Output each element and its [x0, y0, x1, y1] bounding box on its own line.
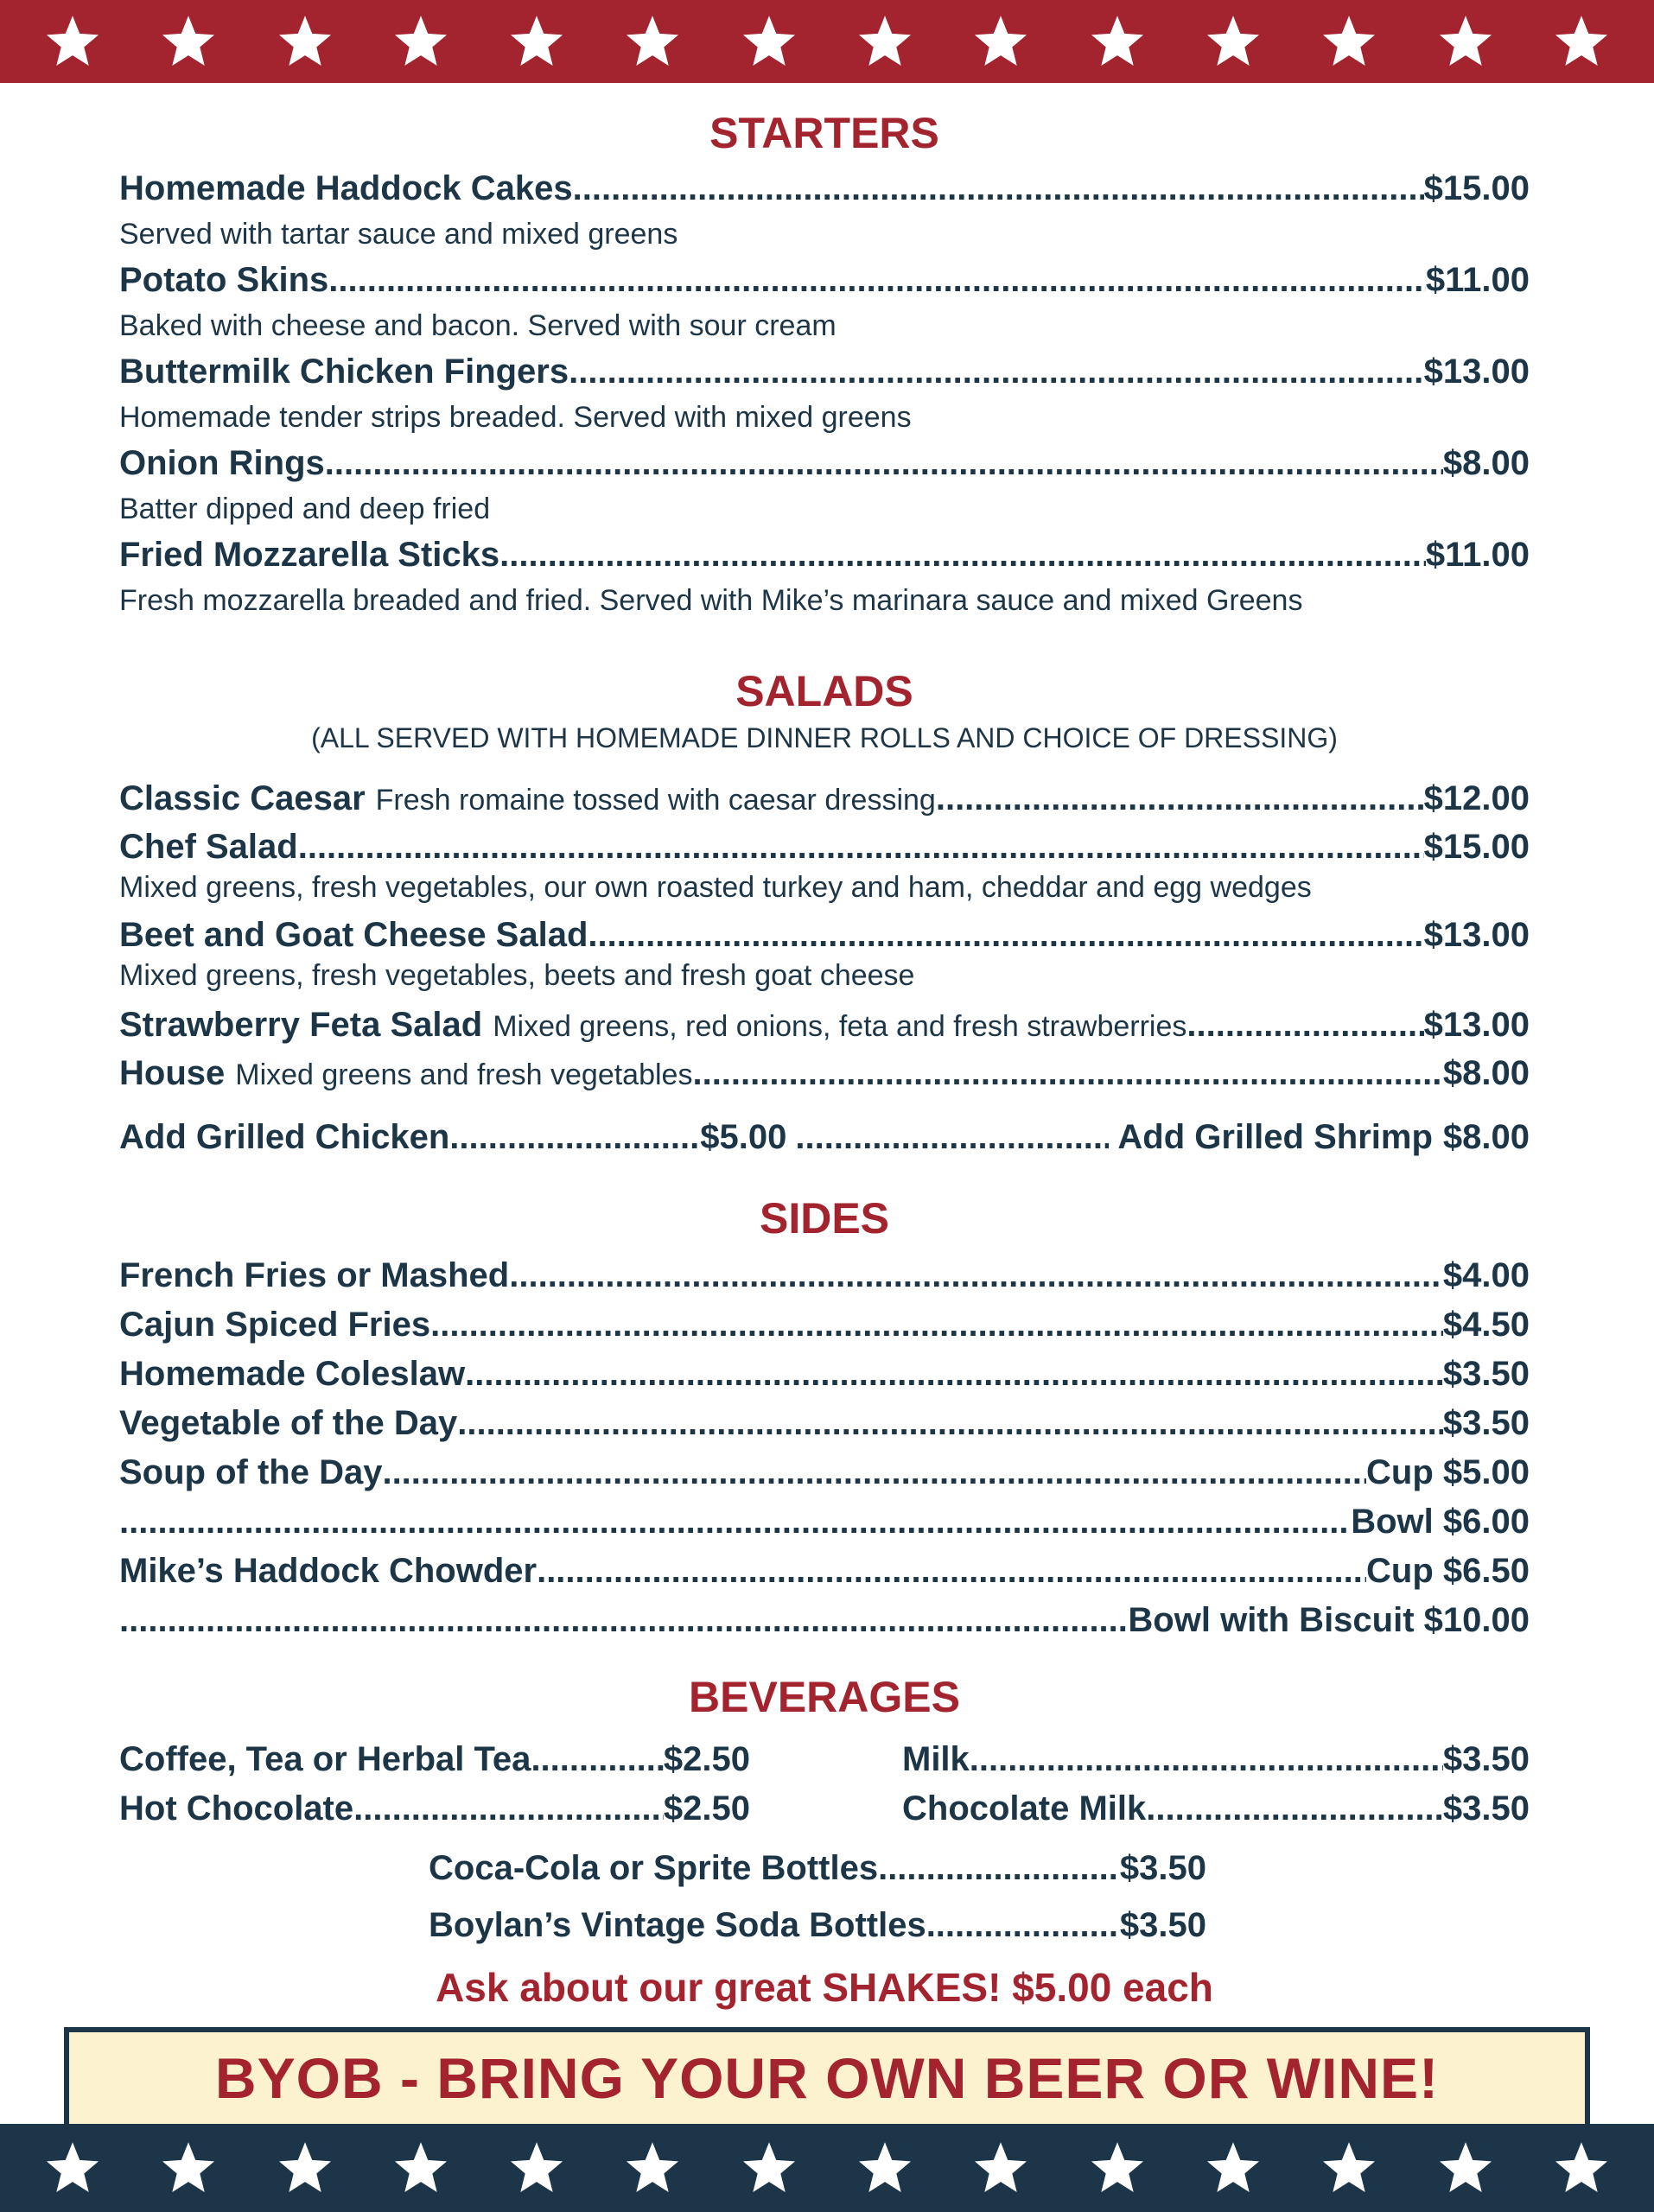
star-icon [1204, 2139, 1263, 2197]
item-price: $12.00 [1423, 779, 1530, 817]
menu-item-chicken-fingers [119, 351, 1530, 392]
dot-leader [298, 826, 1424, 868]
star-icon [1436, 2139, 1495, 2197]
item-price: $8.00 [1442, 444, 1530, 482]
item-price: $2.50 [663, 1789, 750, 1827]
item-name: Vegetable of the Day [119, 1404, 458, 1442]
item-price: $11.00 [1425, 261, 1530, 299]
item-name: House [119, 1054, 226, 1092]
menu-item-fries-mashed [119, 1255, 1530, 1296]
item-price: $15.00 [1423, 169, 1530, 207]
star-icon [276, 12, 334, 71]
shakes-callout: Ask about our great SHAKES! $5.00 each [436, 1965, 1213, 2010]
starters-heading: STARTERS [709, 109, 939, 157]
item-name: Strawberry Feta Salad [119, 1006, 483, 1044]
menu-item-soup-cup [119, 1452, 1530, 1493]
dot-leader [457, 1402, 1443, 1444]
menu-item-chowder-cup [119, 1550, 1530, 1592]
item-price: $4.00 [1442, 1256, 1530, 1294]
star-icon [623, 12, 682, 71]
item-name: Hot Chocolate [119, 1789, 354, 1827]
star-icon [159, 12, 218, 71]
menu-item-chef-salad [119, 826, 1530, 868]
beverage-item-hot-chocolate [119, 1788, 750, 1829]
bottom-star-band [0, 2124, 1654, 2212]
menu-item-house-salad [119, 1052, 1530, 1094]
item-price: Cup $6.50 [1366, 1552, 1530, 1590]
item-name: Homemade Coleslaw [119, 1355, 466, 1393]
dot-leader [119, 1599, 1128, 1641]
dot-leader [1146, 1788, 1443, 1829]
addon-chicken-label: Add Grilled Chicken [119, 1118, 450, 1156]
item-name: Coffee, Tea or Herbal Tea [119, 1740, 531, 1778]
sides-heading: SIDES [759, 1194, 890, 1243]
item-name: Milk [902, 1740, 970, 1778]
menu-item-beet-goat-cheese [119, 914, 1530, 956]
item-name: Soup of the Day [119, 1453, 383, 1491]
item-price: Cup $5.00 [1366, 1453, 1530, 1491]
star-icon [1552, 12, 1611, 71]
salads-note: (ALL SERVED WITH HOMEMADE DINNER ROLLS AND CHOICE OF DRESSING) [311, 722, 1338, 753]
menu-item-strawberry-feta [119, 1004, 1530, 1046]
byob-banner [64, 2027, 1590, 2124]
menu-item-mozzarella-sticks [119, 534, 1530, 575]
star-icon [623, 2139, 682, 2197]
item-price: Bowl with Biscuit $10.00 [1128, 1601, 1530, 1639]
item-price: $11.00 [1425, 536, 1530, 574]
star-icon [1088, 2139, 1147, 2197]
dot-leader [509, 1255, 1443, 1296]
item-name: French Fries or Mashed [119, 1256, 510, 1294]
item-price: Bowl $6.00 [1351, 1503, 1530, 1541]
menu-item-classic-caesar [119, 778, 1530, 819]
star-icon [1320, 12, 1378, 71]
item-price: $3.50 [1119, 1849, 1206, 1887]
dot-leader [328, 259, 1426, 301]
item-description: Baked with cheese and bacon. Served with sour cream [119, 309, 837, 342]
item-name: Fried Mozzarella Sticks [119, 536, 500, 574]
dot-leader [926, 1904, 1120, 1946]
dot-leader [795, 1116, 1109, 1158]
addon-chicken-price: $5.00 [700, 1118, 787, 1156]
dot-leader [936, 778, 1424, 819]
item-price: $3.50 [1442, 1355, 1530, 1393]
menu-item-vegetable [119, 1402, 1530, 1444]
dot-leader [531, 1738, 663, 1780]
star-icon [159, 2139, 218, 2197]
star-icon [391, 2139, 450, 2197]
star-icon [391, 12, 450, 71]
item-price: $2.50 [663, 1740, 750, 1778]
menu-item-soup-bowl [119, 1501, 1530, 1542]
beverage-item-chocolate-milk [902, 1788, 1530, 1829]
item-price: $3.50 [1442, 1404, 1530, 1442]
addon-shrimp-price: $8.00 [1442, 1118, 1530, 1156]
item-name: Classic Caesar [119, 779, 366, 817]
dot-leader [430, 1304, 1443, 1345]
item-inline-description: Mixed greens and fresh vegetables [235, 1058, 693, 1091]
menu-item-chowder-bowl [119, 1599, 1530, 1641]
salads-heading: SALADS [735, 667, 913, 715]
star-icon [856, 2139, 914, 2197]
item-name: Chocolate Milk [902, 1789, 1147, 1827]
star-icon [43, 2139, 102, 2197]
item-price: $3.50 [1442, 1789, 1530, 1827]
dot-leader [970, 1738, 1443, 1780]
item-price: $13.00 [1423, 353, 1530, 391]
dot-leader [692, 1052, 1442, 1094]
item-price: $3.50 [1119, 1906, 1206, 1944]
dot-leader [1186, 1004, 1423, 1046]
item-name: Potato Skins [119, 261, 329, 299]
item-price: $3.50 [1442, 1740, 1530, 1778]
item-name: Cajun Spiced Fries [119, 1306, 431, 1344]
dot-leader [878, 1847, 1120, 1889]
addon-shrimp-label: Add Grilled Shrimp [1117, 1118, 1433, 1156]
dot-leader [569, 351, 1424, 392]
star-icon [276, 2139, 334, 2197]
item-inline-description: Mixed greens, red onions, feta and fresh strawberries [493, 1010, 1187, 1043]
item-inline-description: Fresh romaine tossed with caesar dressing [375, 784, 936, 817]
item-name: Boylan’s Vintage Soda Bottles [429, 1906, 926, 1944]
item-price: $15.00 [1423, 828, 1530, 866]
beverage-item-coffee [119, 1738, 750, 1780]
dot-leader [325, 442, 1443, 484]
star-icon [1552, 2139, 1611, 2197]
dot-leader [588, 914, 1423, 956]
menu-item-potato-skins [119, 259, 1530, 301]
beverage-item-coca-cola [429, 1847, 1206, 1889]
item-description: Fresh mozzarella breaded and fried. Served with Mike’s marinara sauce and mixed Greens [119, 584, 1303, 617]
dot-leader [382, 1452, 1366, 1493]
item-name: Coca-Cola or Sprite Bottles [429, 1849, 879, 1887]
item-name: Beet and Goat Cheese Salad [119, 916, 588, 954]
item-price: $8.00 [1442, 1054, 1530, 1092]
dot-leader [537, 1550, 1366, 1592]
star-icon [856, 12, 914, 71]
dot-leader [353, 1788, 664, 1829]
menu-item-coleslaw [119, 1353, 1530, 1395]
star-icon [507, 12, 566, 71]
beverages-heading: BEVERAGES [689, 1673, 960, 1721]
star-icon [740, 12, 798, 71]
item-description: Mixed greens, fresh vegetables, beets and fresh goat cheese [119, 959, 915, 992]
dot-leader [499, 534, 1426, 575]
item-price: $4.50 [1442, 1306, 1530, 1344]
dot-leader [449, 1116, 700, 1158]
dot-leader [573, 168, 1424, 209]
beverage-item-milk [902, 1738, 1530, 1780]
star-icon [1204, 12, 1263, 71]
menu-item-onion-rings [119, 442, 1530, 484]
item-name: Onion Rings [119, 444, 325, 482]
star-icon [740, 2139, 798, 2197]
item-description: Served with tartar sauce and mixed greens [119, 218, 678, 251]
menu-item-cajun-fries [119, 1304, 1530, 1345]
byob-text: BYOB - BRING YOUR OWN BEER OR WINE! [214, 2046, 1440, 2110]
item-name: Buttermilk Chicken Fingers [119, 353, 569, 391]
star-icon [507, 2139, 566, 2197]
item-price: $13.00 [1423, 1006, 1530, 1044]
item-description: Mixed greens, fresh vegetables, our own roasted turkey and ham, cheddar and egg wedges [119, 871, 1312, 904]
item-description: Homemade tender strips breaded. Served with mixed greens [119, 401, 912, 434]
item-name: Mike’s Haddock Chowder [119, 1552, 538, 1590]
item-price: $13.00 [1423, 916, 1530, 954]
beverage-item-boylans [429, 1904, 1206, 1946]
salad-addons-row [119, 1116, 1530, 1158]
item-description: Batter dipped and deep fried [119, 493, 491, 525]
dot-leader [119, 1501, 1351, 1542]
star-icon [43, 12, 102, 71]
top-star-band [0, 0, 1654, 83]
star-icon [971, 2139, 1030, 2197]
dot-leader [465, 1353, 1443, 1395]
star-icon [971, 12, 1030, 71]
menu-item-haddock-cakes [119, 168, 1530, 209]
item-name: Chef Salad [119, 828, 298, 866]
item-name: Homemade Haddock Cakes [119, 169, 573, 207]
star-icon [1436, 12, 1495, 71]
star-icon [1088, 12, 1147, 71]
star-icon [1320, 2139, 1378, 2197]
